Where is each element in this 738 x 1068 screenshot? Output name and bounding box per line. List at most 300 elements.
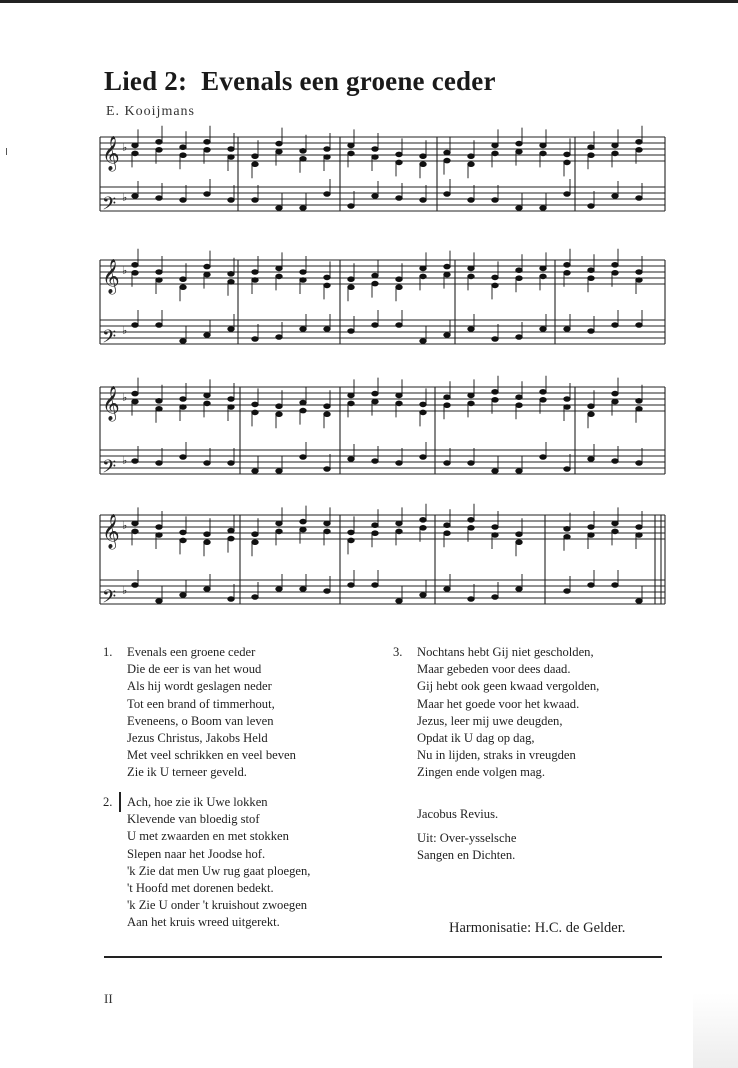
note-head	[396, 461, 402, 466]
note-head	[420, 198, 426, 203]
flat-icon: ♭	[122, 324, 128, 337]
note-head	[516, 403, 522, 408]
note-head	[396, 521, 402, 526]
note-head	[324, 412, 330, 417]
note-head	[516, 469, 522, 474]
note-head	[204, 333, 210, 338]
note-head	[372, 323, 378, 328]
note-head	[132, 271, 138, 276]
note-head	[612, 271, 618, 276]
note-head	[180, 530, 186, 535]
note-head	[132, 529, 138, 534]
repeat-bar	[119, 792, 121, 812]
note-head	[636, 399, 642, 404]
note-head	[468, 154, 474, 159]
note-head	[468, 162, 474, 167]
note-head	[348, 583, 354, 588]
source-line: Uit: Over-ysselsche	[417, 831, 517, 845]
note-head	[300, 157, 306, 162]
note-head	[300, 519, 306, 524]
verse-line: Slepen naar het Joodse hof.	[127, 846, 266, 861]
verse-line: U met zwaarden en met stokken	[127, 829, 289, 844]
verse-line: Nochtans hebt Gij niet gescholden,	[417, 645, 594, 659]
note-head	[420, 526, 426, 531]
verse-line: Gij hebt ook geen kwaad vergolden,	[417, 679, 600, 694]
note-head	[372, 583, 378, 588]
note-head	[156, 140, 162, 145]
note-head	[348, 143, 354, 148]
verse-line: Klevende van bloedig stof	[127, 812, 260, 827]
note-head	[276, 469, 282, 474]
note-head	[468, 461, 474, 466]
note-head	[468, 266, 474, 271]
note-head	[444, 192, 450, 197]
note-head	[516, 395, 522, 400]
note-head	[612, 583, 618, 588]
note-head	[300, 149, 306, 154]
note-head	[300, 408, 306, 413]
note-head	[564, 271, 570, 276]
note-head	[348, 393, 354, 398]
note-head	[180, 339, 186, 344]
note-head	[276, 335, 282, 340]
note-head	[564, 527, 570, 532]
note-head	[588, 533, 594, 538]
note-head	[132, 583, 138, 588]
note-head	[564, 589, 570, 594]
note-head	[396, 160, 402, 165]
note-head	[444, 531, 450, 536]
note-head	[348, 277, 354, 282]
note-head	[300, 400, 306, 405]
note-head	[276, 529, 282, 534]
note-head	[636, 407, 642, 412]
verse-line: Aan het kruis wreed uitgerekt.	[127, 915, 280, 930]
note-head	[612, 391, 618, 396]
note-head	[228, 528, 234, 533]
note-head	[156, 323, 162, 328]
poet-credit: Jacobus Revius.	[417, 807, 499, 821]
note-head	[516, 206, 522, 211]
verse-line: Opdat ik U dag op dag,	[417, 731, 535, 746]
note-head	[324, 192, 330, 197]
note-head	[420, 518, 426, 523]
note-head	[228, 327, 234, 332]
note-head	[588, 204, 594, 209]
harmonization-credit: Harmonisatie: H.C. de Gelder.	[449, 920, 626, 936]
note-head	[588, 268, 594, 273]
note-head	[516, 540, 522, 545]
note-head	[612, 151, 618, 156]
note-head	[396, 196, 402, 201]
note-head	[156, 407, 162, 412]
note-head	[420, 339, 426, 344]
note-head	[132, 399, 138, 404]
song-title: Evenals een groene ceder	[201, 66, 496, 96]
note-head	[444, 587, 450, 592]
note-head	[324, 283, 330, 288]
verse-line: Jezus, leer mij uwe deugden,	[417, 713, 563, 728]
note-head	[516, 268, 522, 273]
note-head	[348, 285, 354, 290]
note-head	[276, 206, 282, 211]
verse-line: Zingen ende volgen mag.	[417, 765, 545, 780]
note-head	[540, 266, 546, 271]
verse-line: Evenals een groene ceder	[127, 645, 256, 659]
treble-clef-icon: 𝄞	[102, 259, 120, 294]
note-head	[468, 526, 474, 531]
note-head	[540, 455, 546, 460]
note-head	[564, 327, 570, 332]
note-head	[564, 152, 570, 157]
note-head	[372, 281, 378, 286]
note-head	[324, 275, 330, 280]
note-head	[612, 529, 618, 534]
note-head	[252, 402, 258, 407]
note-head	[156, 461, 162, 466]
note-head	[468, 597, 474, 602]
note-head	[348, 329, 354, 334]
note-head	[156, 599, 162, 604]
note-head	[252, 410, 258, 415]
note-head	[180, 277, 186, 282]
verse-line: Tot een brand of timmerhout,	[127, 696, 275, 711]
note-head	[636, 461, 642, 466]
note-head	[228, 397, 234, 402]
note-head	[276, 149, 282, 154]
note-head	[612, 263, 618, 268]
note-head	[540, 151, 546, 156]
bass-clef-icon: 𝄢	[102, 327, 117, 352]
sheet-music-score	[95, 125, 675, 645]
verse-number: 1.	[103, 645, 113, 659]
note-head	[540, 390, 546, 395]
note-head	[228, 155, 234, 160]
note-head	[324, 529, 330, 534]
song-title-line	[104, 66, 496, 97]
note-head	[252, 469, 258, 474]
note-head	[540, 143, 546, 148]
note-head	[468, 198, 474, 203]
note-head	[396, 529, 402, 534]
note-head	[156, 399, 162, 404]
note-head	[444, 333, 450, 338]
note-head	[156, 196, 162, 201]
note-head	[540, 327, 546, 332]
note-head	[540, 398, 546, 403]
treble-clef-icon: 𝄞	[102, 386, 120, 421]
note-head	[372, 155, 378, 160]
note-head	[396, 393, 402, 398]
note-head	[300, 270, 306, 275]
flat-icon: ♭	[122, 584, 128, 597]
note-head	[156, 525, 162, 530]
note-head	[252, 595, 258, 600]
note-head	[492, 533, 498, 538]
verse-line: Ach, hoe zie ik Uwe lokken	[127, 795, 268, 809]
note-head	[588, 145, 594, 150]
note-head	[420, 410, 426, 415]
verse-line: Zie ik U terneer geveld.	[127, 765, 247, 780]
bass-clef-icon: 𝄢	[102, 587, 117, 612]
verse-line: Met veel schrikken en veel beven	[127, 748, 296, 763]
note-head	[324, 589, 330, 594]
note-head	[252, 154, 258, 159]
note-head	[180, 405, 186, 410]
note-head	[516, 587, 522, 592]
note-head	[204, 532, 210, 537]
note-head	[300, 327, 306, 332]
note-head	[348, 401, 354, 406]
note-head	[132, 194, 138, 199]
note-head	[300, 206, 306, 211]
note-head	[324, 467, 330, 472]
note-head	[180, 285, 186, 290]
note-head	[180, 397, 186, 402]
composer-name: E. Kooijmans	[106, 104, 195, 119]
treble-clef-icon: 𝄞	[102, 136, 120, 171]
note-head	[252, 532, 258, 537]
note-head	[444, 523, 450, 528]
note-head	[276, 521, 282, 526]
note-head	[612, 194, 618, 199]
note-head	[324, 155, 330, 160]
note-head	[228, 461, 234, 466]
note-head	[252, 540, 258, 545]
note-head	[396, 277, 402, 282]
note-head	[564, 397, 570, 402]
note-head	[396, 599, 402, 604]
note-head	[516, 141, 522, 146]
note-head	[444, 272, 450, 277]
page-number: II	[104, 991, 113, 1006]
note-head	[348, 204, 354, 209]
verse-line: 'k Zie U onder 't kruishout zwoegen	[127, 898, 308, 913]
note-head	[444, 461, 450, 466]
flat-icon: ♭	[122, 141, 128, 154]
bass-clef-icon: 𝄢	[102, 457, 117, 482]
note-head	[492, 398, 498, 403]
note-head	[204, 272, 210, 277]
note-head	[612, 521, 618, 526]
note-head	[180, 153, 186, 158]
note-head	[468, 327, 474, 332]
note-head	[372, 399, 378, 404]
flat-icon: ♭	[122, 264, 128, 277]
note-head	[396, 152, 402, 157]
note-head	[492, 151, 498, 156]
note-head	[228, 597, 234, 602]
note-head	[132, 521, 138, 526]
verse-line: Maar gebeden voor dees daad.	[417, 662, 571, 677]
note-head	[516, 149, 522, 154]
verse-line: 't Hoofd met dorenen bedekt.	[127, 881, 274, 896]
flat-icon: ♭	[122, 191, 128, 204]
note-head	[588, 412, 594, 417]
note-head	[156, 533, 162, 538]
note-head	[396, 401, 402, 406]
note-head	[516, 276, 522, 281]
note-head	[444, 158, 450, 163]
note-head	[324, 521, 330, 526]
note-head	[180, 593, 186, 598]
note-head	[612, 143, 618, 148]
song-number: Lied 2:	[104, 66, 188, 96]
note-head	[492, 283, 498, 288]
source-credit	[417, 830, 516, 864]
note-head	[228, 405, 234, 410]
note-head	[636, 140, 642, 145]
verse-3	[393, 644, 600, 782]
flat-icon: ♭	[122, 391, 128, 404]
note-head	[180, 538, 186, 543]
note-head	[252, 278, 258, 283]
note-head	[516, 532, 522, 537]
note-head	[468, 518, 474, 523]
note-head	[636, 148, 642, 153]
note-head	[204, 148, 210, 153]
note-head	[300, 527, 306, 532]
note-head	[132, 459, 138, 464]
note-head	[180, 455, 186, 460]
note-head	[372, 273, 378, 278]
note-head	[372, 523, 378, 528]
note-head	[204, 540, 210, 545]
note-head	[204, 401, 210, 406]
verse-number: 2.	[103, 795, 113, 809]
note-head	[276, 274, 282, 279]
note-head	[372, 391, 378, 396]
note-head	[636, 533, 642, 538]
note-head	[372, 147, 378, 152]
note-head	[324, 404, 330, 409]
note-head	[132, 323, 138, 328]
note-head	[492, 525, 498, 530]
note-head	[276, 412, 282, 417]
note-head	[588, 404, 594, 409]
note-head	[588, 329, 594, 334]
note-head	[420, 455, 426, 460]
top-rule	[0, 0, 738, 3]
note-head	[252, 270, 258, 275]
note-head	[228, 280, 234, 285]
verse-line: Als hij wordt geslagen neder	[127, 679, 272, 694]
note-head	[324, 147, 330, 152]
verse-2	[103, 794, 311, 932]
note-head	[252, 337, 258, 342]
note-head	[180, 198, 186, 203]
note-head	[612, 459, 618, 464]
note-head	[636, 196, 642, 201]
flat-icon: ♭	[122, 519, 128, 532]
note-head	[588, 457, 594, 462]
note-head	[444, 403, 450, 408]
note-head	[372, 459, 378, 464]
note-head	[228, 198, 234, 203]
note-head	[348, 151, 354, 156]
verse-1	[103, 644, 296, 782]
note-head	[228, 272, 234, 277]
note-head	[612, 399, 618, 404]
note-head	[636, 270, 642, 275]
note-head	[204, 264, 210, 269]
flat-icon: ♭	[122, 454, 128, 467]
note-head	[252, 198, 258, 203]
note-head	[276, 266, 282, 271]
note-head	[540, 274, 546, 279]
note-head	[276, 404, 282, 409]
note-head	[156, 270, 162, 275]
note-head	[444, 395, 450, 400]
note-head	[348, 530, 354, 535]
note-head	[420, 402, 426, 407]
note-head	[588, 583, 594, 588]
note-head	[204, 461, 210, 466]
note-head	[564, 263, 570, 268]
note-head	[636, 323, 642, 328]
note-head	[276, 587, 282, 592]
note-head	[612, 323, 618, 328]
note-head	[156, 278, 162, 283]
note-head	[132, 263, 138, 268]
note-head	[420, 593, 426, 598]
verse-number: 3.	[393, 645, 403, 659]
note-head	[492, 390, 498, 395]
note-head	[588, 276, 594, 281]
verse-line: 'k Zie dat men Uw rug gaat ploegen,	[127, 863, 311, 878]
note-head	[396, 323, 402, 328]
note-head	[468, 401, 474, 406]
note-head	[636, 599, 642, 604]
note-head	[276, 141, 282, 146]
note-head	[564, 192, 570, 197]
treble-clef-icon: 𝄞	[102, 514, 120, 549]
note-head	[492, 198, 498, 203]
note-head	[564, 405, 570, 410]
verse-line: Nu in lijden, straks in vreugden	[417, 748, 576, 763]
note-head	[564, 467, 570, 472]
page-shadow	[693, 993, 738, 1068]
margin-mark	[6, 148, 7, 155]
note-head	[372, 194, 378, 199]
bottom-rule	[104, 956, 662, 958]
note-head	[204, 192, 210, 197]
note-head	[492, 337, 498, 342]
note-head	[444, 264, 450, 269]
note-head	[252, 162, 258, 167]
note-head	[636, 278, 642, 283]
note-head	[588, 525, 594, 530]
note-head	[420, 162, 426, 167]
note-head	[300, 278, 306, 283]
note-head	[420, 274, 426, 279]
note-head	[540, 206, 546, 211]
note-head	[132, 151, 138, 156]
note-head	[204, 587, 210, 592]
verse-line: Eveneens, o Boom van leven	[127, 713, 274, 728]
note-head	[516, 335, 522, 340]
note-head	[444, 150, 450, 155]
note-head	[468, 393, 474, 398]
bass-clef-icon: 𝄢	[102, 194, 117, 219]
note-head	[348, 457, 354, 462]
source-line: Sangen en Dichten.	[417, 848, 516, 863]
note-head	[324, 327, 330, 332]
note-head	[492, 143, 498, 148]
note-head	[564, 160, 570, 165]
note-head	[132, 143, 138, 148]
note-head	[300, 455, 306, 460]
